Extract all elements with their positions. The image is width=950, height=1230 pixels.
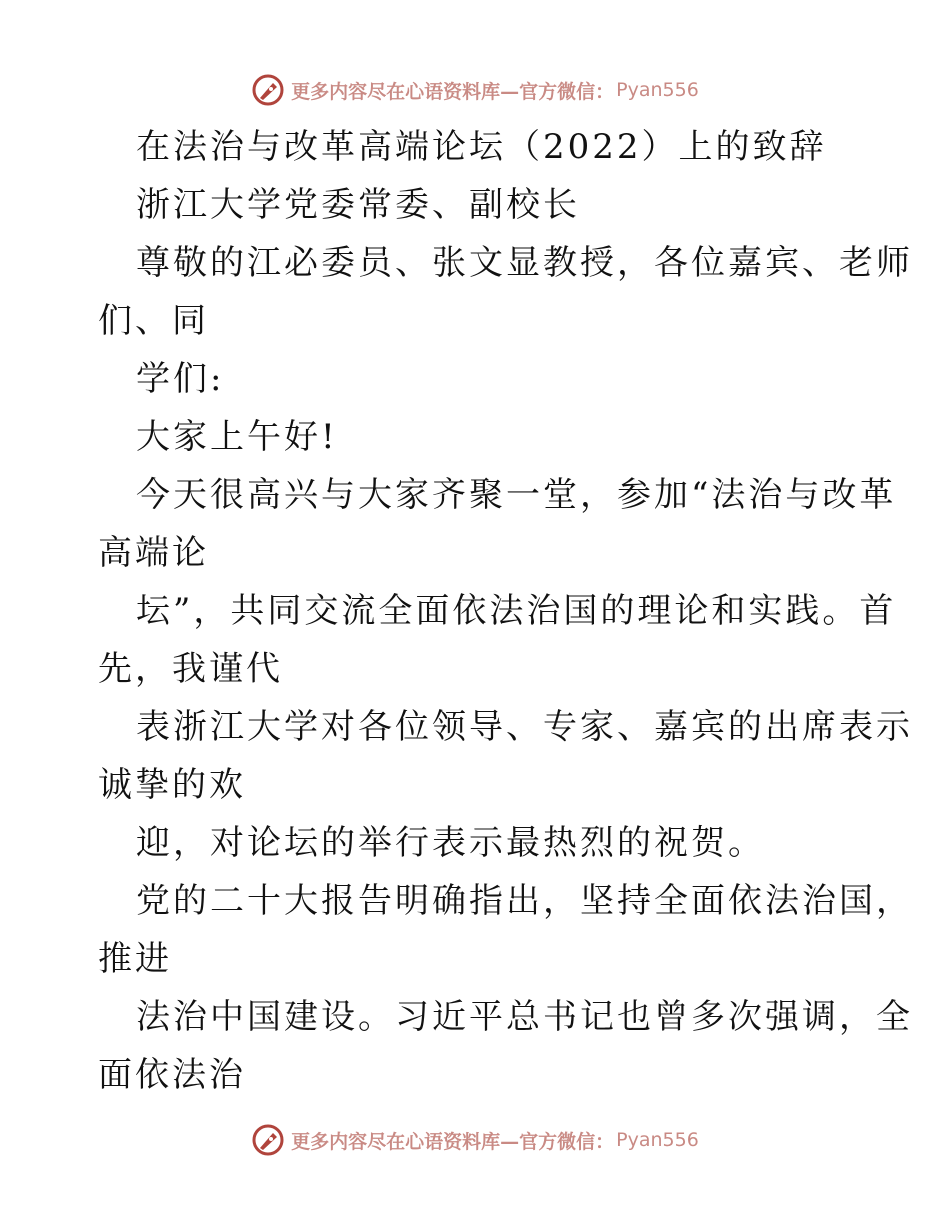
watermark-wechat-id: Pyan556 — [616, 1129, 699, 1151]
text-line: 迎，对论坛的举行表示最热烈的祝贺。 — [136, 823, 765, 863]
text-line: 先，我谨代 — [98, 649, 283, 689]
watermark-text: 更多内容尽在心语资料库—官方微信： — [291, 80, 615, 103]
text-line: 高端论 — [98, 533, 209, 573]
text-line: 大家上午好! — [136, 417, 338, 457]
pen-nib-seal-icon — [251, 1123, 285, 1157]
header-watermark — [0, 70, 950, 110]
text-line: 诚挚的欢 — [98, 765, 246, 805]
text-line: 今天很高兴与大家齐聚一堂，参加“法治与改革 — [136, 475, 897, 515]
text-line: 坛”，共同交流全面依法治国的理论和实践。首 — [136, 591, 897, 631]
document-body — [98, 118, 913, 1104]
text-line: 学们: — [136, 359, 225, 399]
text-line: 表浙江大学对各位领导、专家、嘉宾的出席表示 — [136, 707, 913, 747]
watermark-wechat-id: Pyan556 — [616, 79, 699, 101]
text-line: 们、同 — [98, 301, 209, 341]
footer-watermark — [0, 1120, 950, 1160]
text-line: 浙江大学党委常委、副校长 — [136, 185, 580, 225]
text-line: 党的二十大报告明确指出，坚持全面依法治国， — [136, 881, 913, 921]
watermark-text: 更多内容尽在心语资料库—官方微信： — [291, 1130, 615, 1153]
text-line: 面依法治 — [98, 1055, 246, 1095]
text-line: 法治中国建设。习近平总书记也曾多次强调，全 — [136, 997, 913, 1037]
text-line: 尊敬的江必委员、张文显教授，各位嘉宾、老师 — [136, 243, 913, 283]
text-line: 在法治与改革高端论坛（2022）上的致辞 — [136, 127, 827, 167]
pen-nib-seal-icon — [251, 73, 285, 107]
text-line: 推进 — [98, 939, 172, 979]
